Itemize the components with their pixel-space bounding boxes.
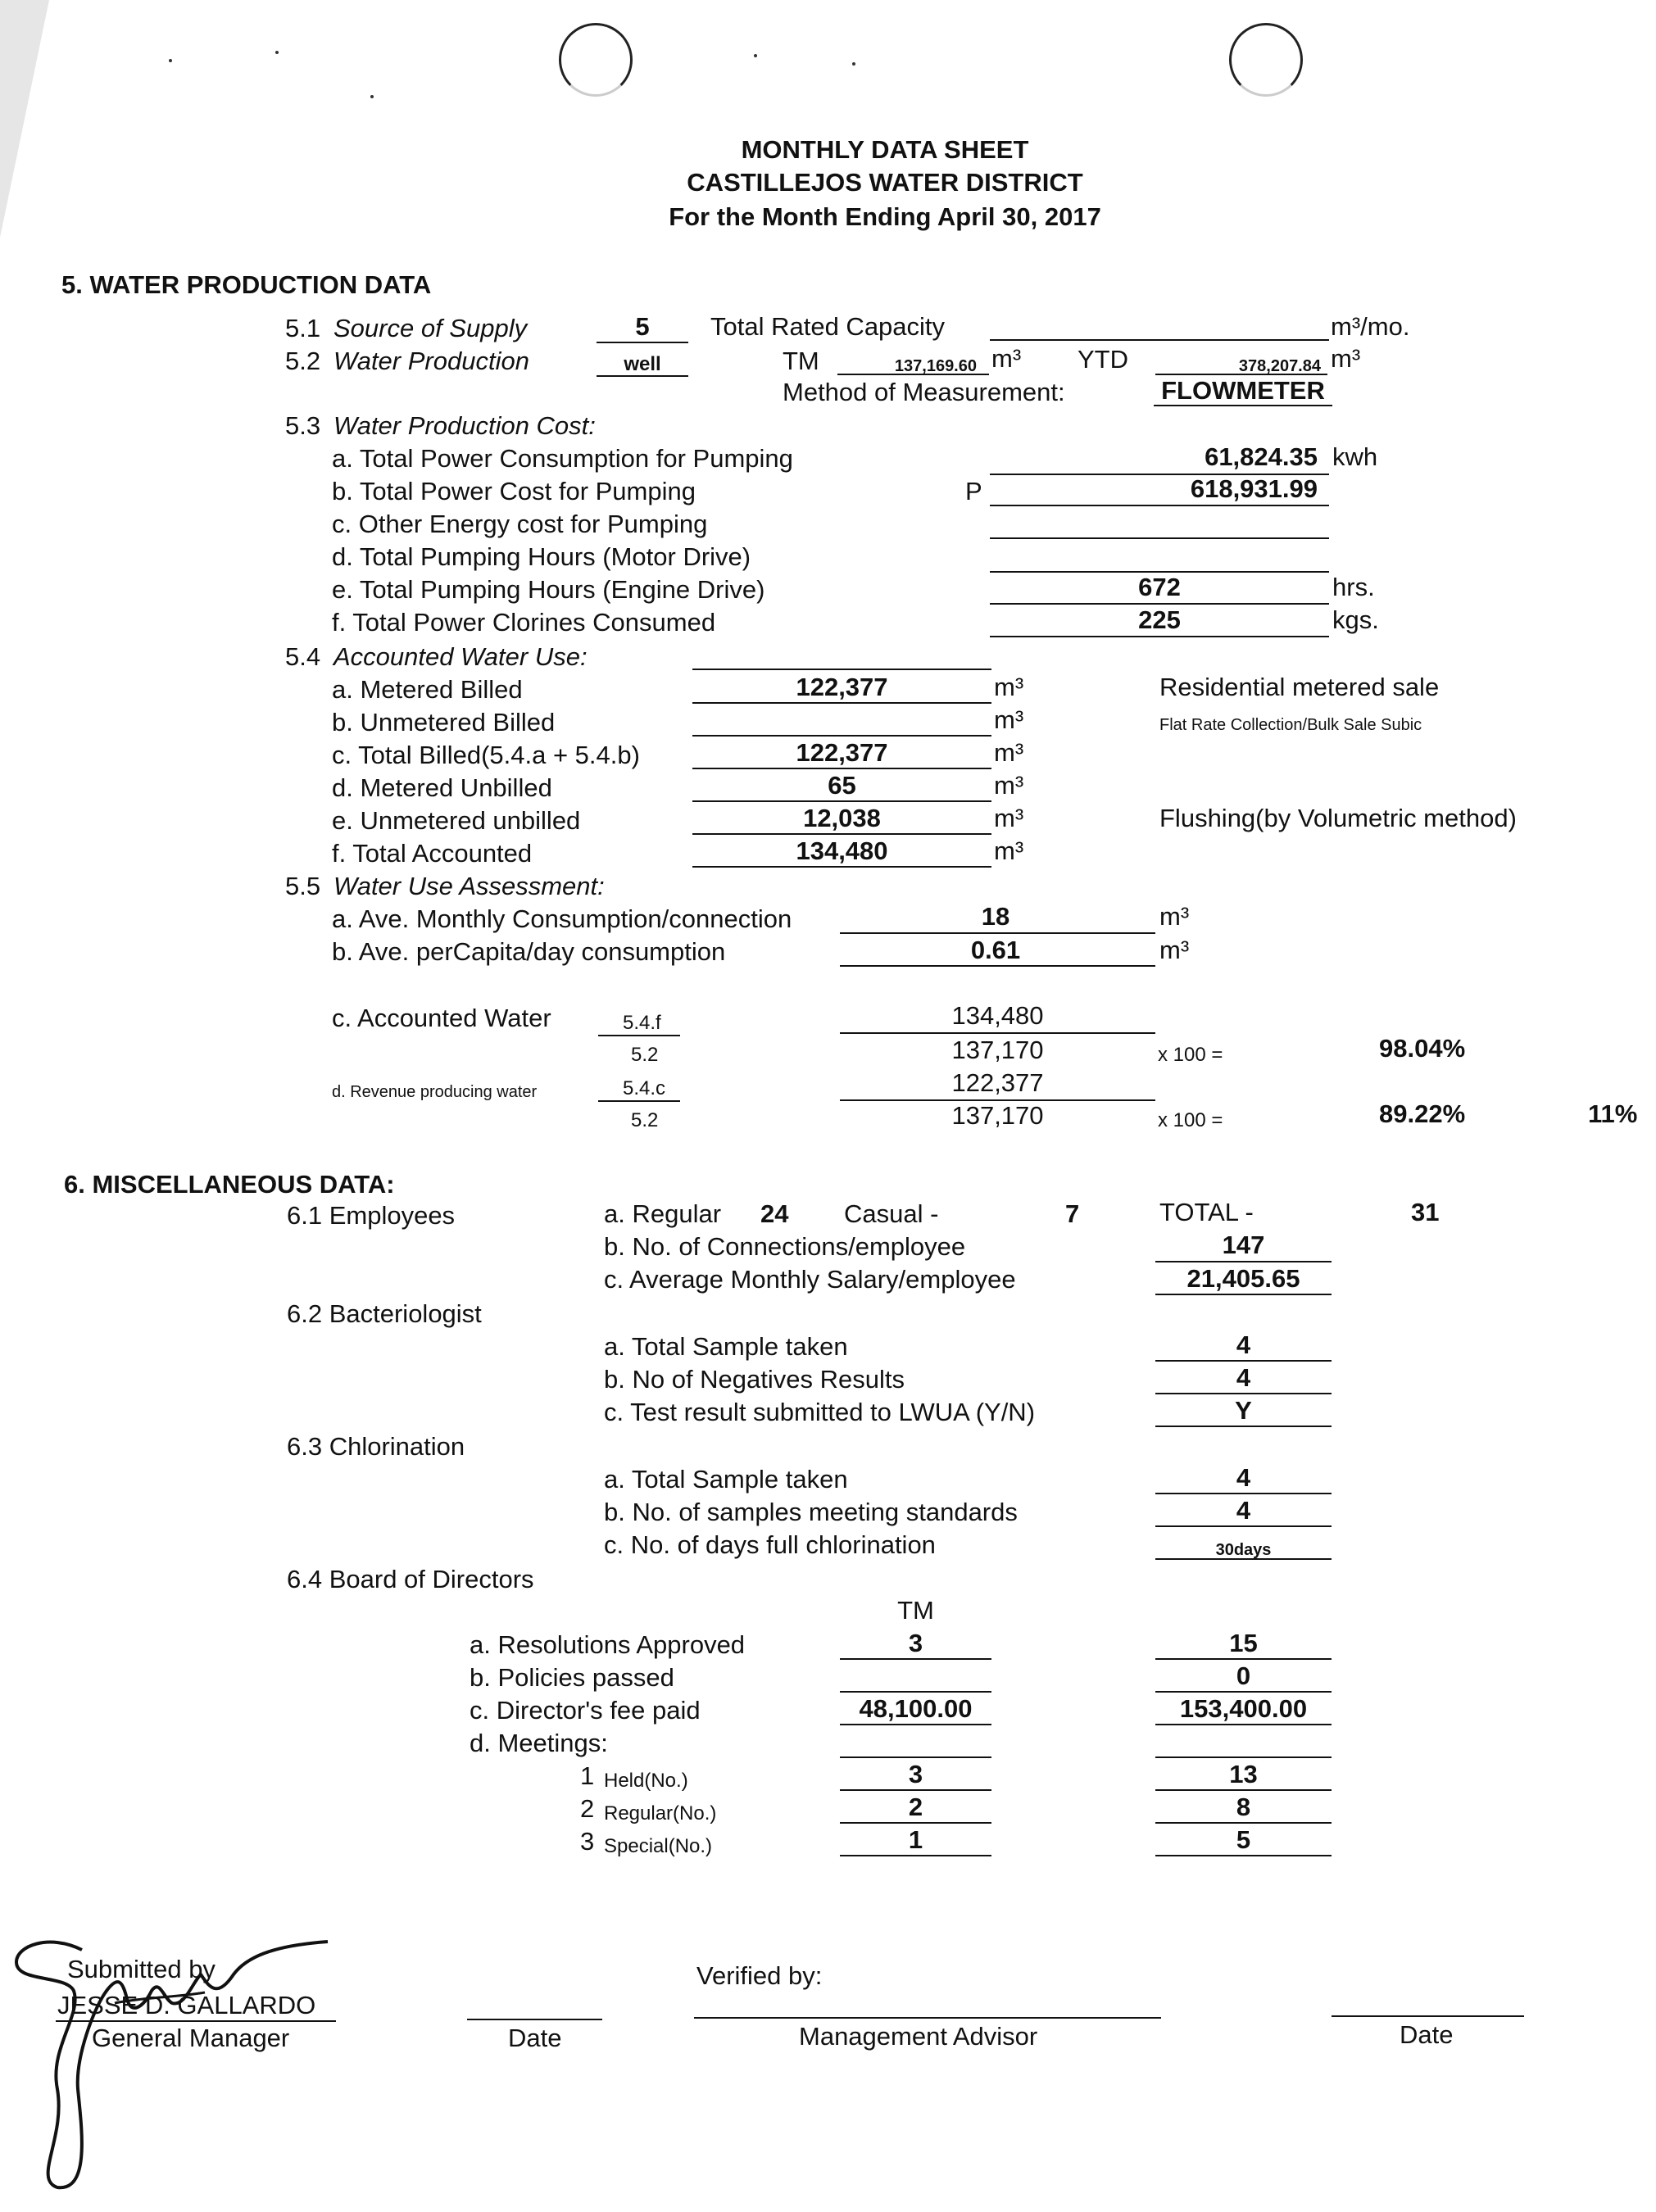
s53e-unit: hrs.: [1332, 573, 1375, 601]
s64c-ytd: 153,400.00: [1179, 1694, 1308, 1723]
s55b-value: 0.61: [970, 936, 1021, 964]
s54c-underline: [692, 768, 991, 769]
s55b-label: b. Ave. perCapita/day consumption: [332, 937, 726, 966]
s53e-value: 672: [1138, 573, 1181, 601]
scan-speck: [852, 62, 855, 66]
s61-regular-label: a. Regular: [604, 1199, 722, 1228]
s53a-label: a. Total Power Consumption for Pumping: [332, 444, 793, 473]
s52-method-label: Method of Measurement:: [783, 378, 1065, 406]
s53e-underline: [990, 603, 1329, 605]
advisor-title: Management Advisor: [799, 2022, 1038, 2051]
s54a-unit: m³: [994, 673, 1024, 701]
s53b-label: b. Total Power Cost for Pumping: [332, 477, 696, 505]
scan-speck: [754, 54, 757, 57]
s53f-label: f. Total Power Clorines Consumed: [332, 608, 716, 637]
s64m3-ytd: 5: [1236, 1825, 1251, 1854]
s52-ytd-underline: [1155, 374, 1327, 375]
s61-total-value: 31: [1411, 1198, 1440, 1226]
s52-tm-underline: [837, 374, 989, 375]
s62a-value: 4: [1236, 1330, 1251, 1359]
s54b-note: Flat Rate Collection/Bulk Sale Subic: [1159, 716, 1422, 734]
page-fold-shadow: [0, 0, 49, 238]
s54f-label: f. Total Accounted: [332, 839, 533, 868]
s55d-numerator: 122,377: [951, 1068, 1044, 1097]
s54c-unit: m³: [994, 738, 1024, 767]
s53d-label: d. Total Pumping Hours (Motor Drive): [332, 542, 751, 571]
s54b-unit: m³: [994, 705, 1024, 734]
s52-method-underline: [1154, 405, 1332, 406]
s61c-label: c. Average Monthly Salary/employee: [604, 1265, 1016, 1294]
s62c-underline: [1155, 1426, 1332, 1427]
s64m1-label: Held(No.): [604, 1770, 688, 1792]
s53c-underline: [990, 537, 1329, 539]
s51-label: Source of Supply: [333, 314, 528, 342]
s53a-unit: kwh: [1332, 442, 1378, 471]
s61b-value: 147: [1222, 1231, 1265, 1259]
s53f-underline: [990, 636, 1329, 637]
s55a-label: a. Ave. Monthly Consumption/connection: [332, 904, 792, 933]
s55c-result: 98.04%: [1379, 1034, 1466, 1063]
verified-by-label: Verified by:: [696, 1961, 823, 1990]
s54e-label: e. Unmetered unbilled: [332, 806, 581, 835]
s55d-label: d. Revenue producing water: [332, 1083, 538, 1101]
s62c-label: c. Test result submitted to LWUA (Y/N): [604, 1398, 1036, 1426]
s63c-value: 30days: [1215, 1541, 1272, 1559]
s62a-underline: [1155, 1360, 1332, 1362]
s64-tm-header: TM: [897, 1596, 934, 1625]
s63-label: 6.3 Chlorination: [287, 1432, 465, 1461]
doc-org: CASTILLEJOS WATER DISTRICT: [687, 168, 1083, 197]
s54f-unit: m³: [994, 836, 1024, 865]
s54c-label: c. Total Billed(5.4.a + 5.4.b): [332, 741, 640, 769]
s62b-underline: [1155, 1393, 1332, 1394]
submitted-by-label: Submitted by: [67, 1955, 216, 1983]
s64a-ytd: 15: [1229, 1629, 1258, 1657]
s64m2-label: Regular(No.): [604, 1802, 717, 1824]
s51-cap-unit: m³/mo.: [1331, 312, 1410, 341]
s54b-underline: [692, 735, 991, 737]
s64c-tm-underline: [840, 1724, 991, 1725]
s64m3-tm-underline: [840, 1855, 991, 1856]
scan-speck: [169, 59, 172, 62]
s64a-tm: 3: [908, 1629, 923, 1657]
s55-num: 5.5: [285, 872, 321, 900]
s52-tm-value: 137,169.60: [894, 357, 977, 375]
s53-label: Water Production Cost:: [333, 411, 596, 440]
punch-hole-left: [559, 23, 633, 97]
s53f-unit: kgs.: [1332, 605, 1379, 634]
s55d-result: 89.22%: [1379, 1099, 1466, 1128]
s55c-fraction-line: [840, 1032, 1155, 1034]
s55a-underline: [840, 932, 1155, 934]
s54a-note: Residential metered sale: [1159, 673, 1440, 701]
s55c-den-ref: 5.2: [631, 1044, 659, 1066]
s63a-value: 4: [1236, 1463, 1251, 1492]
s55c-num-ref: 5.4.f: [623, 1012, 661, 1034]
s64c-tm: 48,100.00: [859, 1694, 973, 1723]
s61-casual-value: 7: [1065, 1199, 1080, 1228]
s64m1-tm: 3: [908, 1760, 923, 1788]
s52-ytd-unit: m³: [1331, 344, 1361, 373]
s52-tm-unit: m³: [991, 344, 1022, 373]
s53b-prefix: P: [965, 477, 982, 505]
section-5-title: 5. WATER PRODUCTION DATA: [61, 270, 432, 299]
s61c-value: 21,405.65: [1186, 1264, 1300, 1293]
s54c-value: 122,377: [796, 738, 888, 767]
date1-label: Date: [508, 2024, 562, 2052]
s52-ytd-label: YTD: [1078, 345, 1128, 374]
s52-method-value: FLOWMETER: [1161, 376, 1325, 405]
s64m2-num: 2: [580, 1794, 595, 1823]
s64m1-ytd: 13: [1229, 1760, 1258, 1788]
date2-label: Date: [1400, 2020, 1454, 2049]
s52-value: well: [624, 353, 661, 375]
s64d-ytd-underline: [1155, 1756, 1332, 1758]
doc-title: MONTHLY DATA SHEET: [741, 135, 1029, 164]
s53b-value: 618,931.99: [1190, 474, 1318, 503]
s54a-label: a. Metered Billed: [332, 675, 523, 704]
punch-hole-right: [1229, 23, 1303, 97]
s64b-tm-underline: [840, 1691, 991, 1693]
s64m2-tm-underline: [840, 1822, 991, 1824]
s64m1-num: 1: [580, 1761, 595, 1790]
section-6-title: 6. MISCELLANEOUS DATA:: [64, 1170, 395, 1199]
s63b-label: b. No. of samples meeting standards: [604, 1498, 1018, 1526]
s64b-ytd: 0: [1236, 1661, 1251, 1690]
s54d-value: 65: [828, 771, 856, 800]
s53a-value: 61,824.35: [1205, 442, 1318, 471]
s62b-value: 4: [1236, 1363, 1251, 1392]
s54-label: Accounted Water Use:: [333, 642, 588, 671]
s52-ytd-value: 378,207.84: [1238, 357, 1321, 375]
s64-label: 6.4 Board of Directors: [287, 1565, 534, 1593]
s55a-unit: m³: [1159, 902, 1190, 931]
s55d-num-ref: 5.4.c: [623, 1077, 666, 1099]
s54-topline: [692, 669, 991, 670]
s64a-ytd-underline: [1155, 1658, 1332, 1660]
s61-label: 6.1 Employees: [287, 1201, 456, 1230]
s54d-label: d. Metered Unbilled: [332, 773, 552, 802]
s54b-label: b. Unmetered Billed: [332, 708, 556, 737]
signer-name: JESSE D. GALLARDO: [57, 1991, 316, 2019]
s62c-value: Y: [1235, 1396, 1252, 1425]
s55c-multiplier: x 100 =: [1158, 1044, 1223, 1066]
advisor-line: [694, 2017, 1161, 2019]
s63b-underline: [1155, 1525, 1332, 1527]
s64a-tm-underline: [840, 1658, 991, 1660]
s55-label: Water Use Assessment:: [333, 872, 605, 900]
s64b-ytd-underline: [1155, 1691, 1332, 1693]
s54e-value: 12,038: [803, 804, 881, 832]
s52-underline: [597, 375, 688, 377]
s52-num: 5.2: [285, 347, 321, 375]
s64c-label: c. Director's fee paid: [470, 1696, 701, 1725]
s64m1-ytd-underline: [1155, 1789, 1332, 1791]
s54e-note: Flushing(by Volumetric method): [1159, 804, 1517, 832]
s55d-denominator: 137,170: [951, 1101, 1044, 1130]
s55d-den-ref: 5.2: [631, 1109, 659, 1131]
s55d-multiplier: x 100 =: [1158, 1109, 1223, 1131]
s51-num: 5.1: [285, 314, 321, 342]
s64d-tm-underline: [840, 1756, 991, 1758]
date1-line: [467, 2019, 602, 2020]
s52-label: Water Production: [333, 347, 529, 375]
s55c-numerator: 134,480: [951, 1001, 1044, 1030]
s61-regular-value: 24: [760, 1199, 789, 1228]
s64m3-num: 3: [580, 1827, 595, 1856]
s64c-ytd-underline: [1155, 1724, 1332, 1725]
s51-cap-underline: [990, 339, 1329, 341]
s64m1-tm-underline: [840, 1789, 991, 1791]
signer-title: General Manager: [92, 2024, 290, 2052]
s53f-value: 225: [1138, 605, 1181, 634]
s54d-underline: [692, 800, 991, 802]
s53e-label: e. Total Pumping Hours (Engine Drive): [332, 575, 765, 604]
s55b-unit: m³: [1159, 936, 1190, 964]
s54d-unit: m³: [994, 771, 1024, 800]
s55c-label: c. Accounted Water: [332, 1004, 551, 1032]
s61-total-label: TOTAL -: [1159, 1198, 1254, 1226]
s51-underline: [597, 342, 688, 343]
s64m3-ytd-underline: [1155, 1855, 1332, 1856]
s64m2-ytd: 8: [1236, 1793, 1251, 1821]
s54-num: 5.4: [285, 642, 321, 671]
date2-line: [1332, 2015, 1524, 2017]
s64m2-tm: 2: [908, 1793, 923, 1821]
s63c-label: c. No. of days full chlorination: [604, 1530, 936, 1559]
s63a-label: a. Total Sample taken: [604, 1465, 848, 1494]
s51-cap-label: Total Rated Capacity: [710, 312, 946, 341]
s63c-underline: [1155, 1558, 1332, 1560]
s53-num: 5.3: [285, 411, 321, 440]
s64m2-ytd-underline: [1155, 1822, 1332, 1824]
s54a-value: 122,377: [796, 673, 888, 701]
scan-speck: [275, 51, 279, 54]
s62a-label: a. Total Sample taken: [604, 1332, 848, 1361]
s54e-underline: [692, 833, 991, 835]
s62-label: 6.2 Bacteriologist: [287, 1299, 482, 1328]
scan-speck: [370, 95, 374, 98]
s55c-denominator: 137,170: [951, 1036, 1044, 1064]
s64m3-tm: 1: [908, 1825, 923, 1854]
s61c-underline: [1155, 1294, 1332, 1295]
s63b-value: 4: [1236, 1496, 1251, 1525]
s55c-ref-divider: [598, 1035, 680, 1036]
s55d-ref-divider: [598, 1100, 680, 1102]
s64a-label: a. Resolutions Approved: [470, 1630, 746, 1659]
s53c-label: c. Other Energy cost for Pumping: [332, 510, 708, 538]
s55b-underline: [840, 965, 1155, 967]
s64b-label: b. Policies passed: [470, 1663, 674, 1692]
s51-value: 5: [635, 312, 650, 341]
s55a-value: 18: [981, 902, 1010, 931]
s55d-extra: 11%: [1588, 1099, 1638, 1128]
s61b-label: b. No. of Connections/employee: [604, 1232, 966, 1261]
s62b-label: b. No of Negatives Results: [604, 1365, 905, 1394]
s54f-value: 134,480: [796, 836, 888, 865]
s52-tm-label: TM: [783, 347, 819, 375]
s61b-underline: [1155, 1261, 1332, 1262]
signer-underline: [56, 2020, 336, 2022]
s54f-underline: [692, 866, 991, 868]
s64m3-label: Special(No.): [604, 1835, 713, 1857]
s54e-unit: m³: [994, 804, 1024, 832]
s61-casual-label: Casual -: [844, 1199, 939, 1228]
s64d-label: d. Meetings:: [470, 1729, 608, 1757]
s53b-underline: [990, 505, 1329, 506]
s63a-underline: [1155, 1493, 1332, 1494]
s54a-underline: [692, 702, 991, 704]
doc-period: For the Month Ending April 30, 2017: [669, 202, 1101, 231]
